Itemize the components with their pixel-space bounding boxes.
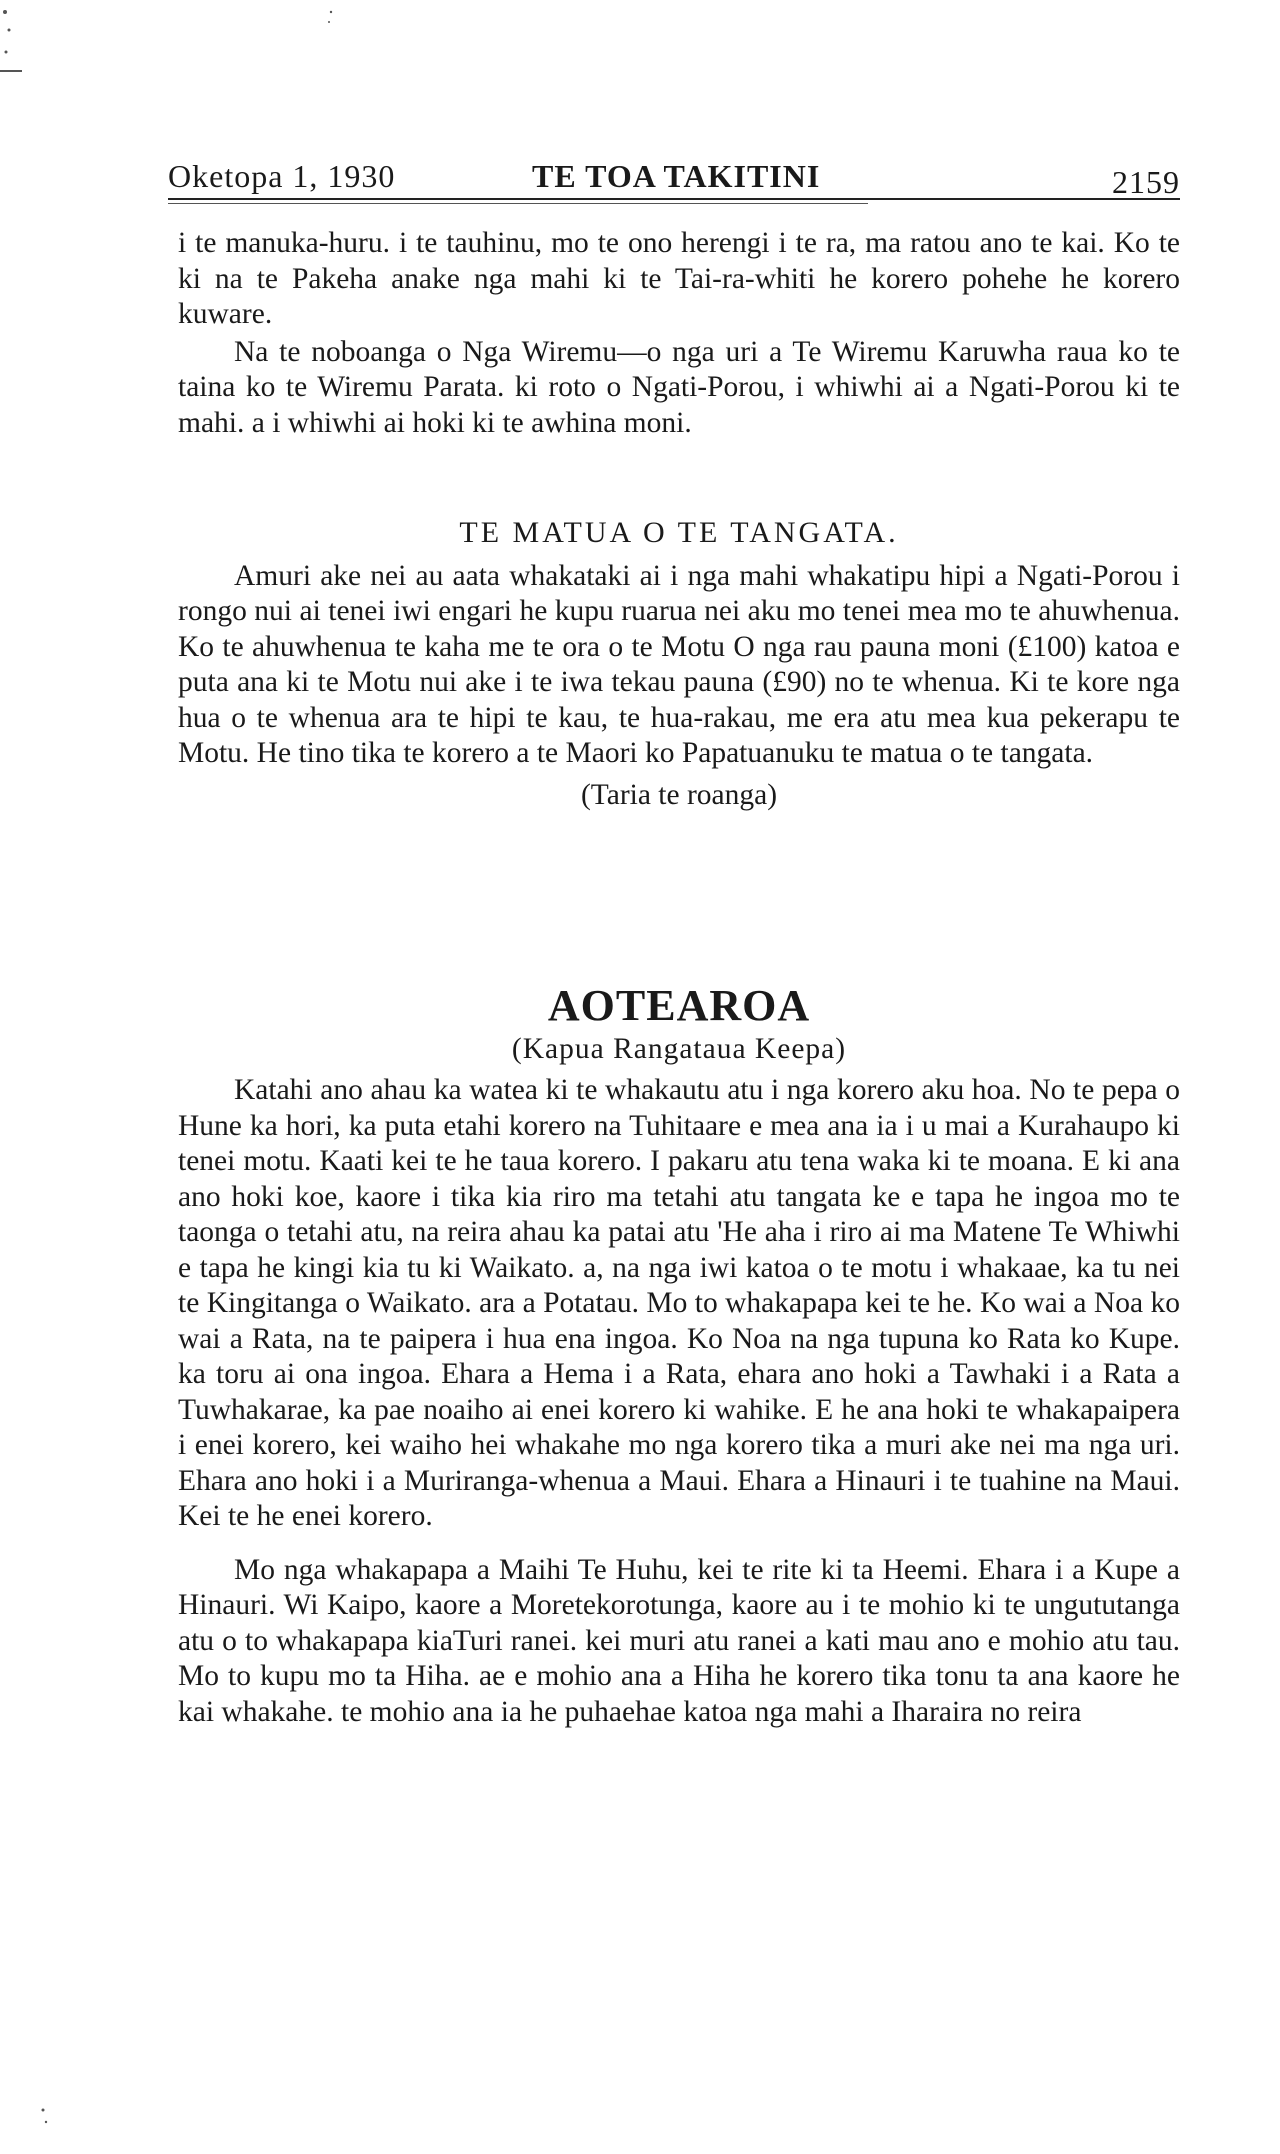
speck: [328, 21, 330, 23]
page-header: [168, 150, 1180, 200]
speck: [3, 10, 7, 14]
aotearoa-paragraph: Katahi ano ahau ka watea ki te whakautu atu i nga korero aku hoa. No te pepa o Hune ka hori, ka puta etahi korero na Tuhitaare e mea ana ia i u mai a Kurahaupo ki tenei motu. Kaati kei te he taua korero. I pakaru atu tena waka ki te moana. E ki ana ano hoki koe, kaore i tika kia riro ma tetahi atu tangata ke e tapa he ingoa mo te taonga o tetahi atu, na reira ahau ka patai atu 'He aha i riro ai ma Matene Te Whiwhi e tapa he kingi kia tu ki Waikato. a, na nga iwi katoa o te motu i whakaae, ka tu nei te Kingitanga o Waikato. ara a Potatau. Mo to whakapapa kei te he. Ko wai a Noa ko wai a Rata, na te paipera i hua ena ingoa. Ko Noa na nga tupuna ko Rata ko Kupe. ka toru ai ona ingoa. Ehara a Hema i a Rata, ehara ano hoki a Tawhaki i a Rata a Tuwhakarae, ka pae noaiho ai enei korero ki wahike. E he ana hoki te whakapaipera i enei korero, kei waiho hei whakahe mo nga korero tika a muri ake nei ma nga uri. Ehara ano hoki i a Muriranga-whenua a Maui. Ehara a Hinauri i te tuahine na Maui. Kei te he enei korero.: [178, 1074, 1180, 1532]
continued-paragraph: Na te noboanga o Nga Wiremu—o nga uri a Te Wiremu Karuwha raua ko te taina ko te Wiremu Parata. ki roto o Ngati-Porou, i whiwhi ai a Ngati-Porou ki te mahi. a i whiwhi ai hoki ki te awhina moni.: [178, 335, 1180, 439]
speck: [8, 29, 11, 32]
matua-article: [178, 515, 1180, 813]
speck: [45, 2121, 47, 2123]
aotearoa-title: AOTEAROA: [547, 981, 811, 1030]
matua-paragraph: Amuri ake nei au aata whakataki ai i nga mahi whakatipu hipi a Ngati-Porou i rongo nui ai tenei iwi engari he kupu ruarua nei aku mo tenei mea mo te ahuwhenua. Ko te ahuwhenua te kaha me te ora o te Motu O nga rau pauna moni (£100) katoa e puta ana ki te Motu nui ake i te iwa tekau pauna (£90) no te whenua. Ki te kore nga hua o te whenua ara te hipi te kau, te hua-rakau, me era atu mea kua pekerapu te Motu. He tino tika te korero a te Maori ko Papatuanuku te matua o te tangata.: [178, 559, 1180, 769]
continued-paragraph: i te manuka-huru. i te tauhinu, mo te ono herengi i te ra, ma ratou ano te kai. Ko te ki na te Pakeha anake nga mahi ki te Tai-ra-whiti he korero pohehe he korero kuware.: [178, 227, 1180, 330]
speck: [330, 11, 332, 13]
header-date: Oketopa 1, 1930: [168, 158, 396, 194]
page-number: 2159: [1112, 164, 1180, 200]
publication-title: TE TOA TAKITINI: [532, 158, 821, 194]
continued-article: [178, 226, 1180, 441]
aotearoa-paragraph: Mo nga whakapapa a Maihi Te Huhu, kei te rite ki ta Heemi. Ehara i a Kupe a Hinauri. Wi Kaipo, kaore a Moretekorotunga, kaore au i te mohio ki te ungututanga atu o to whakapapa kiaTuri ranei. kei muri atu ranei a kati mau ano e mohio atu tau. Mo to kupu mo ta Hiha. ae e mohio ana a Hiha he korero tika tonu ta ana kaore he kai whakahe. te mohio ana ia he puhaehae katoa nga mahi a Iharaira no reira: [178, 1553, 1180, 1728]
speck: [5, 51, 8, 54]
header-rule-secondary: [168, 203, 868, 204]
matua-signoff: (Taria te roanga): [580, 778, 778, 811]
speck: [0, 70, 22, 72]
aotearoa-byline: (Kapua Rangataua Keepa): [511, 1032, 847, 1065]
header-rule: [168, 198, 1180, 200]
matua-heading: TE MATUA O TE TANGATA.: [459, 516, 899, 549]
aotearoa-article: [178, 981, 1180, 1730]
speck: [42, 2109, 45, 2112]
